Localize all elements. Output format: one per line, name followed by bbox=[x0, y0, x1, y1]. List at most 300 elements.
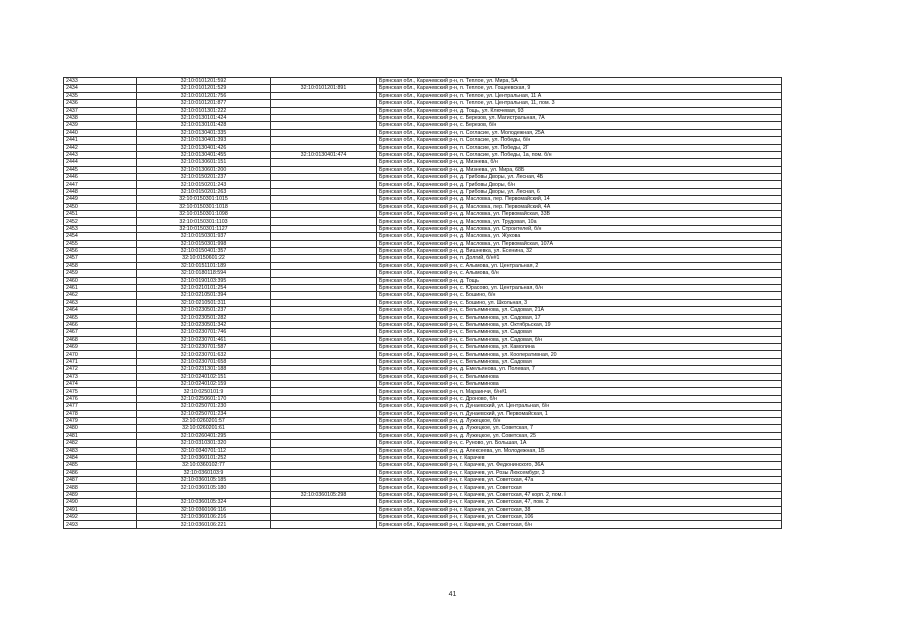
table-row bbox=[64, 477, 782, 484]
address-cell: Брянская обл., Карачевский р-н, д. Грибовы Дворы, ул. Лесная, 4Б bbox=[377, 174, 782, 181]
row-number-cell: 2489 bbox=[64, 491, 137, 498]
table-row bbox=[64, 410, 782, 417]
cadastral-number-cell: 32:10:0150301:998 bbox=[137, 240, 271, 247]
table-row bbox=[64, 277, 782, 284]
cadastral-number-cell: 32:10:0150301:937 bbox=[137, 233, 271, 240]
cadastral-number-cell: 32:10:0151101:189 bbox=[137, 262, 271, 269]
table-row bbox=[64, 314, 782, 321]
related-cadastral-number-cell bbox=[271, 499, 377, 506]
related-cadastral-number-cell bbox=[271, 395, 377, 402]
table-row bbox=[64, 299, 782, 306]
cadastral-number-cell: 32:10:0360103:9 bbox=[137, 469, 271, 476]
cadastral-number-cell: 32:10:0230701:632 bbox=[137, 351, 271, 358]
address-cell: Брянская обл., Карачевский р-н, п. Дунаевский, ул. Первомайская, 1 bbox=[377, 410, 782, 417]
related-cadastral-number-cell bbox=[271, 159, 377, 166]
address-cell: Брянская обл., Карачевский р-н, с. Юрасово, ул. Центральная, б/н bbox=[377, 284, 782, 291]
address-cell: Брянская обл., Карачевский р-н, г. Карачев, ул. Советская, 47а bbox=[377, 477, 782, 484]
row-number-cell: 2463 bbox=[64, 299, 137, 306]
address-cell: Брянская обл., Карачевский р-н, д. Масловка, пер. Первомайский, 4А bbox=[377, 203, 782, 210]
cadastral-number-cell: 32:10:0360105:180 bbox=[137, 484, 271, 491]
address-cell: Брянская обл., Карачевский р-н, с. Вельяминова, ул. Садовая bbox=[377, 358, 782, 365]
row-number-cell: 2486 bbox=[64, 469, 137, 476]
address-cell: Брянская обл., Карачевский р-н, с. Вельяминова bbox=[377, 373, 782, 380]
cadastral-number-cell: 32:10:0150201:243 bbox=[137, 181, 271, 188]
table-row bbox=[64, 440, 782, 447]
row-number-cell: 2480 bbox=[64, 425, 137, 432]
row-number-cell: 2482 bbox=[64, 440, 137, 447]
related-cadastral-number-cell bbox=[271, 78, 377, 85]
related-cadastral-number-cell: 32:10:0130401:474 bbox=[271, 151, 377, 158]
table-row bbox=[64, 225, 782, 232]
related-cadastral-number-cell bbox=[271, 233, 377, 240]
row-number-cell: 2476 bbox=[64, 395, 137, 402]
table-row bbox=[64, 491, 782, 498]
row-number-cell: 2470 bbox=[64, 351, 137, 358]
register-table bbox=[63, 77, 782, 529]
cadastral-number-cell: 32:10:0130401:455 bbox=[137, 151, 271, 158]
address-cell: Брянская обл., Карачевский р-н, п. Теплое, ул. Центральная, 11 А bbox=[377, 92, 782, 99]
cadastral-number-cell: 32:10:0360106:221 bbox=[137, 521, 271, 528]
related-cadastral-number-cell bbox=[271, 181, 377, 188]
row-number-cell: 2461 bbox=[64, 284, 137, 291]
address-cell: Брянская обл., Карачевский р-н, д. Масловка, ул. Первомайская, 107А bbox=[377, 240, 782, 247]
row-number-cell: 2485 bbox=[64, 462, 137, 469]
row-number-cell: 2493 bbox=[64, 521, 137, 528]
table-row bbox=[64, 114, 782, 121]
related-cadastral-number-cell bbox=[271, 417, 377, 424]
address-cell: Брянская обл., Карачевский р-н, д. Лужецкое, б/н bbox=[377, 417, 782, 424]
related-cadastral-number-cell bbox=[271, 218, 377, 225]
cadastral-number-cell: 32:10:0260401:295 bbox=[137, 432, 271, 439]
related-cadastral-number-cell bbox=[271, 344, 377, 351]
related-cadastral-number-cell bbox=[271, 432, 377, 439]
address-cell: Брянская обл., Карачевский р-н, с. Вельяминова, ул. Садовая bbox=[377, 329, 782, 336]
cadastral-number-cell: 32:10:0360105:185 bbox=[137, 477, 271, 484]
related-cadastral-number-cell bbox=[271, 203, 377, 210]
row-number-cell: 2474 bbox=[64, 381, 137, 388]
row-number-cell: 2447 bbox=[64, 181, 137, 188]
address-cell: Брянская обл., Карачевский р-н, г. Карачев, ул. Советская, 47, пом. 2 bbox=[377, 499, 782, 506]
address-cell: Брянская обл., Карачевский р-н, п. Согласие, ул. Победы, 2Г bbox=[377, 144, 782, 151]
address-cell: Брянская обл., Карачевский р-н, с. Дроново, б/н bbox=[377, 395, 782, 402]
table-row bbox=[64, 329, 782, 336]
address-cell: Брянская обл., Карачевский р-н, д. Мизнева, б/н bbox=[377, 159, 782, 166]
row-number-cell: 2464 bbox=[64, 307, 137, 314]
row-number-cell: 2475 bbox=[64, 388, 137, 395]
cadastral-number-cell: 32:10:0260201:57 bbox=[137, 417, 271, 424]
table-row bbox=[64, 358, 782, 365]
table-row bbox=[64, 122, 782, 129]
table-row bbox=[64, 366, 782, 373]
address-cell: Брянская обл., Карачевский р-н, с. Вельяминова, ул. Садовая, б/н bbox=[377, 336, 782, 343]
cadastral-number-cell: 32:10:0250601:170 bbox=[137, 395, 271, 402]
cadastral-number-cell bbox=[137, 491, 271, 498]
cadastral-number-cell: 32:10:0250701:230 bbox=[137, 403, 271, 410]
related-cadastral-number-cell bbox=[271, 100, 377, 107]
address-cell: Брянская обл., Карачевский р-н, п. Теплое, ул. Мира, 5А bbox=[377, 78, 782, 85]
row-number-cell: 2439 bbox=[64, 122, 137, 129]
address-cell: Брянская обл., Карачевский р-н, д. Масловка, ул. Первомайская, 33В bbox=[377, 211, 782, 218]
cadastral-number-cell: 32:10:0230701:587 bbox=[137, 344, 271, 351]
table-row bbox=[64, 181, 782, 188]
row-number-cell: 2467 bbox=[64, 329, 137, 336]
table-row bbox=[64, 188, 782, 195]
row-number-cell: 2438 bbox=[64, 114, 137, 121]
address-cell: Брянская обл., Карачевский р-н, г. Карачев, ул. Советская, 106 bbox=[377, 514, 782, 521]
related-cadastral-number-cell bbox=[271, 277, 377, 284]
table-row bbox=[64, 521, 782, 528]
related-cadastral-number-cell bbox=[271, 425, 377, 432]
table-row bbox=[64, 270, 782, 277]
cadastral-number-cell: 32:10:0130601:151 bbox=[137, 159, 271, 166]
row-number-cell: 2452 bbox=[64, 218, 137, 225]
related-cadastral-number-cell bbox=[271, 262, 377, 269]
row-number-cell: 2455 bbox=[64, 240, 137, 247]
row-number-cell: 2457 bbox=[64, 255, 137, 262]
related-cadastral-number-cell bbox=[271, 321, 377, 328]
table-row bbox=[64, 425, 782, 432]
address-cell: Брянская обл., Карачевский р-н, с. Вельяминова, ул. Камолина bbox=[377, 344, 782, 351]
table-row bbox=[64, 381, 782, 388]
related-cadastral-number-cell bbox=[271, 314, 377, 321]
row-number-cell: 2487 bbox=[64, 477, 137, 484]
address-cell: Брянская обл., Карачевский р-н, д. Тощь, ул. Ключевая, 93 bbox=[377, 107, 782, 114]
address-cell: Брянская обл., Карачевский р-н, д. Масловка, ул. Жукова bbox=[377, 233, 782, 240]
table-row bbox=[64, 351, 782, 358]
cadastral-number-cell: 32:10:0130401:335 bbox=[137, 129, 271, 136]
register-sheet bbox=[63, 77, 781, 529]
related-cadastral-number-cell bbox=[271, 114, 377, 121]
address-cell: Брянская обл., Карачевский р-н, с. Руново, ул. Большая, 1А bbox=[377, 440, 782, 447]
cadastral-number-cell: 32:10:0360102:77 bbox=[137, 462, 271, 469]
table-row bbox=[64, 454, 782, 461]
address-cell: Брянская обл., Карачевский р-н, п. Дунаевский, ул. Центральная, б/н bbox=[377, 403, 782, 410]
related-cadastral-number-cell bbox=[271, 196, 377, 203]
address-cell: Брянская обл., Карачевский р-н, г. Карачев, ул. Советская, б/н bbox=[377, 521, 782, 528]
cadastral-number-cell: 32:10:0130101:428 bbox=[137, 122, 271, 129]
related-cadastral-number-cell bbox=[271, 440, 377, 447]
address-cell: Брянская обл., Карачевский р-н, г. Карачев, ул. Советская, 47 корп. 2, пом. I bbox=[377, 491, 782, 498]
table-row bbox=[64, 159, 782, 166]
related-cadastral-number-cell bbox=[271, 514, 377, 521]
row-number-cell: 2484 bbox=[64, 454, 137, 461]
row-number-cell: 2491 bbox=[64, 506, 137, 513]
cadastral-number-cell: 32:10:0150301:1018 bbox=[137, 203, 271, 210]
row-number-cell: 2434 bbox=[64, 85, 137, 92]
cadastral-number-cell: 32:10:0360106:216 bbox=[137, 514, 271, 521]
table-row bbox=[64, 255, 782, 262]
table-row bbox=[64, 247, 782, 254]
row-number-cell: 2448 bbox=[64, 188, 137, 195]
row-number-cell: 2441 bbox=[64, 137, 137, 144]
related-cadastral-number-cell bbox=[271, 506, 377, 513]
related-cadastral-number-cell bbox=[271, 403, 377, 410]
cadastral-number-cell: 32:10:0180118:594 bbox=[137, 270, 271, 277]
related-cadastral-number-cell: 32:10:0360105:298 bbox=[271, 491, 377, 498]
cadastral-number-cell: 32:10:0150201:237 bbox=[137, 174, 271, 181]
cadastral-number-cell: 32:10:0210501:394 bbox=[137, 292, 271, 299]
related-cadastral-number-cell bbox=[271, 174, 377, 181]
cadastral-number-cell: 32:10:0150301:1015 bbox=[137, 196, 271, 203]
page-number: 41 bbox=[448, 591, 457, 598]
row-number-cell: 2436 bbox=[64, 100, 137, 107]
cadastral-number-cell: 32:10:0130101:424 bbox=[137, 114, 271, 121]
address-cell: Брянская обл., Карачевский р-н, п. Согласие, ул. Молодежная, 25А bbox=[377, 129, 782, 136]
cadastral-number-cell: 32:10:0101201:756 bbox=[137, 92, 271, 99]
table-row bbox=[64, 506, 782, 513]
address-cell: Брянская обл., Карачевский р-н, д. Масловка, пер. Первомайский, 14 bbox=[377, 196, 782, 203]
related-cadastral-number-cell bbox=[271, 129, 377, 136]
table-row bbox=[64, 484, 782, 491]
table-row bbox=[64, 129, 782, 136]
table-row bbox=[64, 336, 782, 343]
table-row bbox=[64, 100, 782, 107]
address-cell: Брянская обл., Карачевский р-н, п. Теплое, ул. Гощеевская, 9 bbox=[377, 85, 782, 92]
table-row bbox=[64, 344, 782, 351]
table-row bbox=[64, 469, 782, 476]
address-cell: Брянская обл., Карачевский р-н, г. Карачев, ул. Розы Люксембург, 3 bbox=[377, 469, 782, 476]
row-number-cell: 2469 bbox=[64, 344, 137, 351]
table-row bbox=[64, 373, 782, 380]
address-cell: Брянская обл., Карачевский р-н, с. Алымова, б/н bbox=[377, 270, 782, 277]
cadastral-number-cell: 32:10:0130401:393 bbox=[137, 137, 271, 144]
address-cell: Брянская обл., Карачевский р-н, п. Мараинчи, б/н#1 bbox=[377, 388, 782, 395]
table-row bbox=[64, 417, 782, 424]
row-number-cell: 2492 bbox=[64, 514, 137, 521]
row-number-cell: 2442 bbox=[64, 144, 137, 151]
cadastral-number-cell: 32:10:0360106:116 bbox=[137, 506, 271, 513]
address-cell: Брянская обл., Карачевский р-н, с. Березов, ул. Магистральная, 7А bbox=[377, 114, 782, 121]
address-cell: Брянская обл., Карачевский р-н, п. Согласие, ул. Победы, б/н bbox=[377, 137, 782, 144]
cadastral-number-cell: 32:10:0230701:746 bbox=[137, 329, 271, 336]
related-cadastral-number-cell bbox=[271, 166, 377, 173]
table-row bbox=[64, 151, 782, 158]
related-cadastral-number-cell bbox=[271, 351, 377, 358]
address-cell: Брянская обл., Карачевский р-н, с. Бошино, ул. Школьная, 3 bbox=[377, 299, 782, 306]
row-number-cell: 2473 bbox=[64, 373, 137, 380]
related-cadastral-number-cell bbox=[271, 144, 377, 151]
related-cadastral-number-cell bbox=[271, 388, 377, 395]
related-cadastral-number-cell bbox=[271, 329, 377, 336]
cadastral-number-cell: 32:10:0230701:658 bbox=[137, 358, 271, 365]
related-cadastral-number-cell bbox=[271, 454, 377, 461]
address-cell: Брянская обл., Карачевский р-н, с. Алымова, ул. Центральная, 2 bbox=[377, 262, 782, 269]
address-cell: Брянская обл., Карачевский р-н, д. Масловка, ул. Строителей, б/н bbox=[377, 225, 782, 232]
related-cadastral-number-cell bbox=[271, 447, 377, 454]
table-row bbox=[64, 292, 782, 299]
address-cell: Брянская обл., Карачевский р-н, с. Березов, б/н bbox=[377, 122, 782, 129]
cadastral-number-cell: 32:10:0130401:426 bbox=[137, 144, 271, 151]
row-number-cell: 2449 bbox=[64, 196, 137, 203]
table-row bbox=[64, 499, 782, 506]
cadastral-number-cell: 32:10:0260201:61 bbox=[137, 425, 271, 432]
table-row bbox=[64, 137, 782, 144]
table-row bbox=[64, 514, 782, 521]
address-cell: Брянская обл., Карачевский р-н, д. Тощь bbox=[377, 277, 782, 284]
cadastral-number-cell: 32:10:0230701:461 bbox=[137, 336, 271, 343]
row-number-cell: 2466 bbox=[64, 321, 137, 328]
table-row bbox=[64, 233, 782, 240]
table-row bbox=[64, 92, 782, 99]
address-cell: Брянская обл., Карачевский р-н, д. Лужецкое, ул. Советская, 7 bbox=[377, 425, 782, 432]
row-number-cell: 2462 bbox=[64, 292, 137, 299]
table-row bbox=[64, 403, 782, 410]
related-cadastral-number-cell bbox=[271, 299, 377, 306]
table-row bbox=[64, 395, 782, 402]
related-cadastral-number-cell bbox=[271, 373, 377, 380]
cadastral-number-cell: 32:10:0101201:877 bbox=[137, 100, 271, 107]
row-number-cell: 2450 bbox=[64, 203, 137, 210]
related-cadastral-number-cell bbox=[271, 484, 377, 491]
row-number-cell: 2481 bbox=[64, 432, 137, 439]
address-cell: Брянская обл., Карачевский р-н, д. Грибовы Дворы, б/н bbox=[377, 181, 782, 188]
row-number-cell: 2460 bbox=[64, 277, 137, 284]
related-cadastral-number-cell bbox=[271, 410, 377, 417]
table-row bbox=[64, 203, 782, 210]
row-number-cell: 2468 bbox=[64, 336, 137, 343]
row-number-cell: 2437 bbox=[64, 107, 137, 114]
table-row bbox=[64, 321, 782, 328]
table-row bbox=[64, 218, 782, 225]
address-cell: Брянская обл., Карачевский р-н, д. Масловка, ул. Трудовая, 10а bbox=[377, 218, 782, 225]
table-row bbox=[64, 166, 782, 173]
register-table-body bbox=[64, 78, 782, 529]
table-row bbox=[64, 144, 782, 151]
row-number-cell: 2488 bbox=[64, 484, 137, 491]
table-row bbox=[64, 174, 782, 181]
address-cell: Брянская обл., Карачевский р-н, с. Вельяминова, ул. Октябрьская, 19 bbox=[377, 321, 782, 328]
cadastral-number-cell: 32:10:0150301:1098 bbox=[137, 211, 271, 218]
address-cell: Брянская обл., Карачевский р-н, г. Карачев, ул. Федюнинского, 36А bbox=[377, 462, 782, 469]
table-row bbox=[64, 107, 782, 114]
cadastral-number-cell: 32:10:0250101:9 bbox=[137, 388, 271, 395]
cadastral-number-cell: 32:10:0340701:112 bbox=[137, 447, 271, 454]
table-row bbox=[64, 262, 782, 269]
related-cadastral-number-cell bbox=[271, 336, 377, 343]
related-cadastral-number-cell bbox=[271, 366, 377, 373]
related-cadastral-number-cell bbox=[271, 188, 377, 195]
row-number-cell: 2471 bbox=[64, 358, 137, 365]
table-row bbox=[64, 284, 782, 291]
related-cadastral-number-cell bbox=[271, 92, 377, 99]
cadastral-number-cell: 32:10:0130601:200 bbox=[137, 166, 271, 173]
cadastral-number-cell: 32:10:0150401:357 bbox=[137, 247, 271, 254]
address-cell: Брянская обл., Карачевский р-н, с. Вельяминова, ул. Садовая, 17 bbox=[377, 314, 782, 321]
table-row bbox=[64, 462, 782, 469]
related-cadastral-number-cell bbox=[271, 107, 377, 114]
row-number-cell: 2451 bbox=[64, 211, 137, 218]
address-cell: Брянская обл., Карачевский р-н, д. Алексеева, ул. Молодежная, 1Б bbox=[377, 447, 782, 454]
row-number-cell: 2478 bbox=[64, 410, 137, 417]
related-cadastral-number-cell bbox=[271, 462, 377, 469]
address-cell: Брянская обл., Карачевский р-н, г. Карачев, ул. Советская, 38 bbox=[377, 506, 782, 513]
row-number-cell: 2444 bbox=[64, 159, 137, 166]
cadastral-number-cell: 32:10:0231301:188 bbox=[137, 366, 271, 373]
row-number-cell: 2445 bbox=[64, 166, 137, 173]
row-number-cell: 2446 bbox=[64, 174, 137, 181]
row-number-cell: 2456 bbox=[64, 247, 137, 254]
cadastral-number-cell: 32:10:0101201:592 bbox=[137, 78, 271, 85]
address-cell: Брянская обл., Карачевский р-н, д. Вишневка, ул. Есенина, 32 bbox=[377, 247, 782, 254]
row-number-cell: 2472 bbox=[64, 366, 137, 373]
table-row bbox=[64, 196, 782, 203]
address-cell: Брянская обл., Карачевский р-н, д. Лужецкое, ул. Советская, 25 bbox=[377, 432, 782, 439]
address-cell: Брянская обл., Карачевский р-н, п. Долгий, б/н#1 bbox=[377, 255, 782, 262]
cadastral-number-cell: 32:10:0101301:222 bbox=[137, 107, 271, 114]
related-cadastral-number-cell: 32:10:0101201:891 bbox=[271, 85, 377, 92]
row-number-cell: 2479 bbox=[64, 417, 137, 424]
related-cadastral-number-cell bbox=[271, 292, 377, 299]
related-cadastral-number-cell bbox=[271, 211, 377, 218]
row-number-cell: 2453 bbox=[64, 225, 137, 232]
address-cell: Брянская обл., Карачевский р-н, г. Карачев, ул. Советская bbox=[377, 484, 782, 491]
address-cell: Брянская обл., Карачевский р-н, г. Карачев bbox=[377, 454, 782, 461]
related-cadastral-number-cell bbox=[271, 284, 377, 291]
address-cell: Брянская обл., Карачевский р-н, с. Вельяминова bbox=[377, 381, 782, 388]
cadastral-number-cell: 32:10:0250701:234 bbox=[137, 410, 271, 417]
row-number-cell: 2459 bbox=[64, 270, 137, 277]
row-number-cell: 2454 bbox=[64, 233, 137, 240]
table-row bbox=[64, 240, 782, 247]
cadastral-number-cell: 32:10:0360105:324 bbox=[137, 499, 271, 506]
address-cell: Брянская обл., Карачевский р-н, п. Теплое, ул. Центральная, 11, пом. 3 bbox=[377, 100, 782, 107]
related-cadastral-number-cell bbox=[271, 381, 377, 388]
related-cadastral-number-cell bbox=[271, 137, 377, 144]
cadastral-number-cell: 32:10:0150301:1103 bbox=[137, 218, 271, 225]
address-cell: Брянская обл., Карачевский р-н, д. Мизнева, ул. Мира, 68Б bbox=[377, 166, 782, 173]
row-number-cell: 2458 bbox=[64, 262, 137, 269]
related-cadastral-number-cell bbox=[271, 358, 377, 365]
cadastral-number-cell: 32:10:0240102:151 bbox=[137, 373, 271, 380]
cadastral-number-cell: 32:10:0150601:22 bbox=[137, 255, 271, 262]
row-number-cell: 2443 bbox=[64, 151, 137, 158]
table-row bbox=[64, 307, 782, 314]
cadastral-number-cell: 32:10:0101201:529 bbox=[137, 85, 271, 92]
table-row bbox=[64, 432, 782, 439]
row-number-cell: 2477 bbox=[64, 403, 137, 410]
address-cell: Брянская обл., Карачевский р-н, д. Грибовы Дворы, ул. Лесная, 6 bbox=[377, 188, 782, 195]
related-cadastral-number-cell bbox=[271, 255, 377, 262]
table-row bbox=[64, 388, 782, 395]
table-row bbox=[64, 211, 782, 218]
table-row bbox=[64, 85, 782, 92]
related-cadastral-number-cell bbox=[271, 240, 377, 247]
cadastral-number-cell: 32:10:0230501:342 bbox=[137, 321, 271, 328]
related-cadastral-number-cell bbox=[271, 307, 377, 314]
table-row bbox=[64, 78, 782, 85]
row-number-cell: 2433 bbox=[64, 78, 137, 85]
cadastral-number-cell: 32:10:0210101:254 bbox=[137, 284, 271, 291]
related-cadastral-number-cell bbox=[271, 122, 377, 129]
cadastral-number-cell: 32:10:0210501:311 bbox=[137, 299, 271, 306]
address-cell: Брянская обл., Карачевский р-н, д. Емельянова, ул. Полевая, 7 bbox=[377, 366, 782, 373]
cadastral-number-cell: 32:10:0230501:237 bbox=[137, 307, 271, 314]
cadastral-number-cell: 32:10:0230501:282 bbox=[137, 314, 271, 321]
row-number-cell: 2490 bbox=[64, 499, 137, 506]
related-cadastral-number-cell bbox=[271, 521, 377, 528]
cadastral-number-cell: 32:10:0150201:263 bbox=[137, 188, 271, 195]
cadastral-number-cell: 32:10:0310301:320 bbox=[137, 440, 271, 447]
related-cadastral-number-cell bbox=[271, 247, 377, 254]
address-cell: Брянская обл., Карачевский р-н, с. Вельяминова, ул. Садовая, 21А bbox=[377, 307, 782, 314]
row-number-cell: 2483 bbox=[64, 447, 137, 454]
address-cell: Брянская обл., Карачевский р-н, с. Вельяминова, ул. Кооперативная, 20 bbox=[377, 351, 782, 358]
cadastral-number-cell: 32:10:0240102:159 bbox=[137, 381, 271, 388]
row-number-cell: 2440 bbox=[64, 129, 137, 136]
cadastral-number-cell: 32:10:0190103:395 bbox=[137, 277, 271, 284]
related-cadastral-number-cell bbox=[271, 477, 377, 484]
related-cadastral-number-cell bbox=[271, 270, 377, 277]
